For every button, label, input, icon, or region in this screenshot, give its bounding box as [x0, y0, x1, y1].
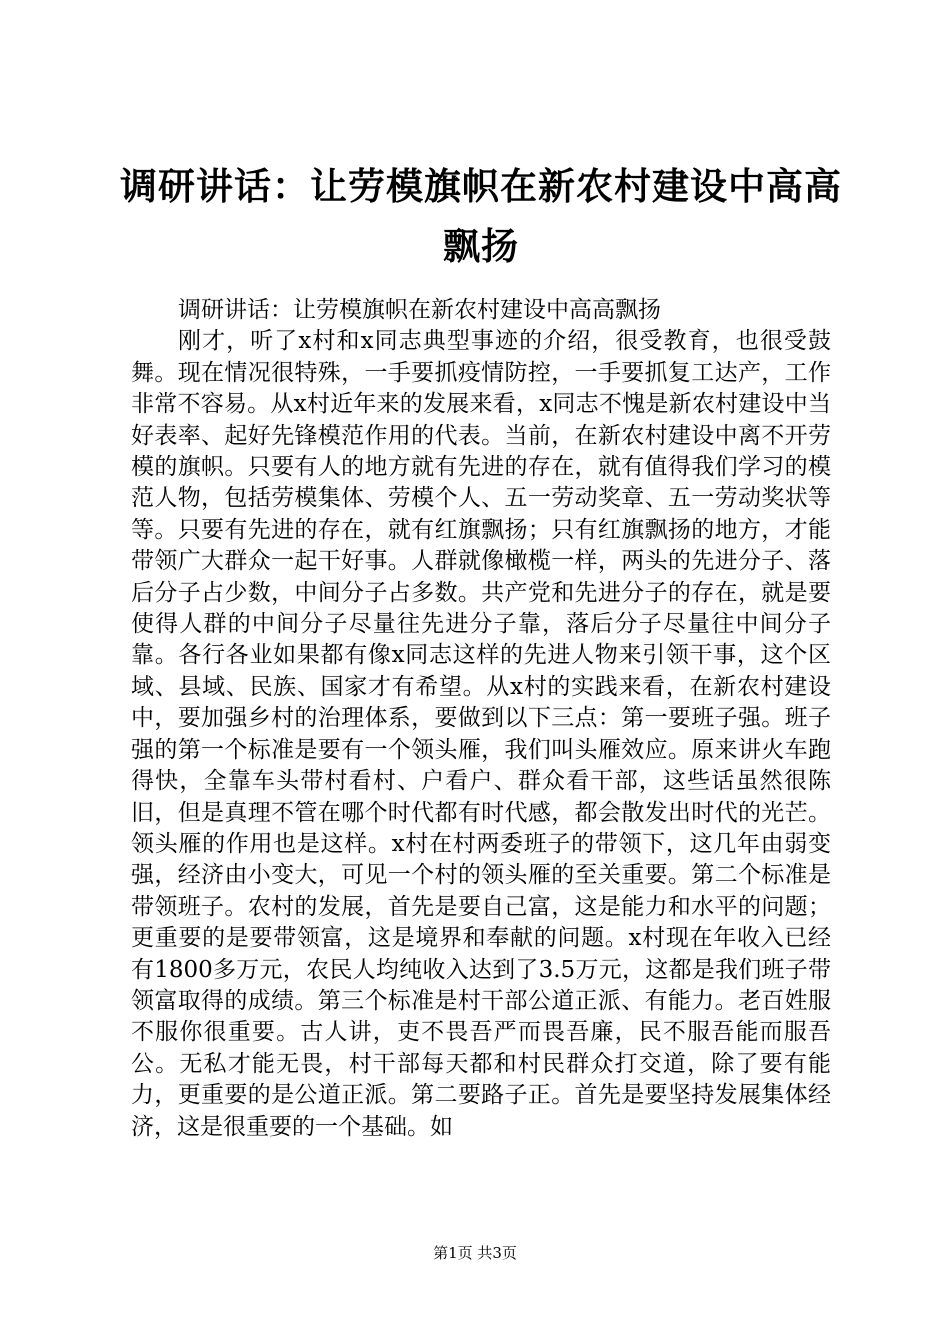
body-paragraph: 刚才，听了x村和x同志典型事迹的介绍，很受教育，也很受鼓舞。现在情况很特殊，一手要抓疫情防控，一手要抓复工达产，工作非常不容易。从x村近年来的发展来看，x同志不愧是新农村建设中当好表率、起好先锋模范作用的代表。当前，在新农村建设中离不开劳模的旗帜。只要有人的地方就有先进的存在，就有值得我们学习的模范人物，包括劳模集体、劳模个人、五一劳动奖章、五一劳动奖状等等。只要有先进的存在，就有红旗飘扬；只有红旗飘扬的地方，才能带领广大群众一起干好事。人群就像橄榄一样，两头的先进分子、落后分子占少数，中间分子占多数。共产党和先进分子的存在，就是要使得人群的中间分子尽量往先进分子靠，落后分子尽量往中间分子靠。各行各业如果都有像x同志这样的先进人物来引领干事，这个区域、县域、民族、国家才有希望。从x村的实践来看，在新农村建设中，要加强乡村的治理体系，要做到以下三点：第一要班子强。班子强的第一个标准是要有一个领头雁，我们叫头雁效应。原来讲火车跑得快，全靠车头带村看村、户看户、群众看干部，这些话虽然很陈旧，但是真理不管在哪个时代都有时代感，都会散发出时代的光芒。领头雁的作用也是这样。x村在村两委班子的带领下，这几年由弱变强，经济由小变大，可见一个村的领头雁的至关重要。第二个标准是带领班子。农村的发展，首先是要自己富，这是能力和水平的问题；更重要的是要带领富，这是境界和奉献的问题。x村现在年收入已经有1800多万元，农民人均纯收入达到了3.5万元，这都是我们班子带领富取得的成绩。第三个标准是村干部公道正派、有能力。老百姓服不服你很重要。古人讲，吏不畏吾严而畏吾廉，民不服吾能而服吾公。无私才能无畏，村干部每天都和村民群众打交道，除了要有能力，更重要的是公道正派。第二要路子正。首先是要坚持发展集体经济，这是很重要的一个基础。如	[131, 328, 831, 1140]
subtitle-paragraph: 调研讲话：让劳模旗帜在新农村建设中高高飘扬	[178, 297, 661, 323]
page-footer: 第1页 共3页	[433, 1244, 517, 1262]
document-title: 调研讲话：让劳模旗帜在新农村建设中高高飘扬	[120, 164, 842, 268]
document-body	[131, 295, 831, 1143]
